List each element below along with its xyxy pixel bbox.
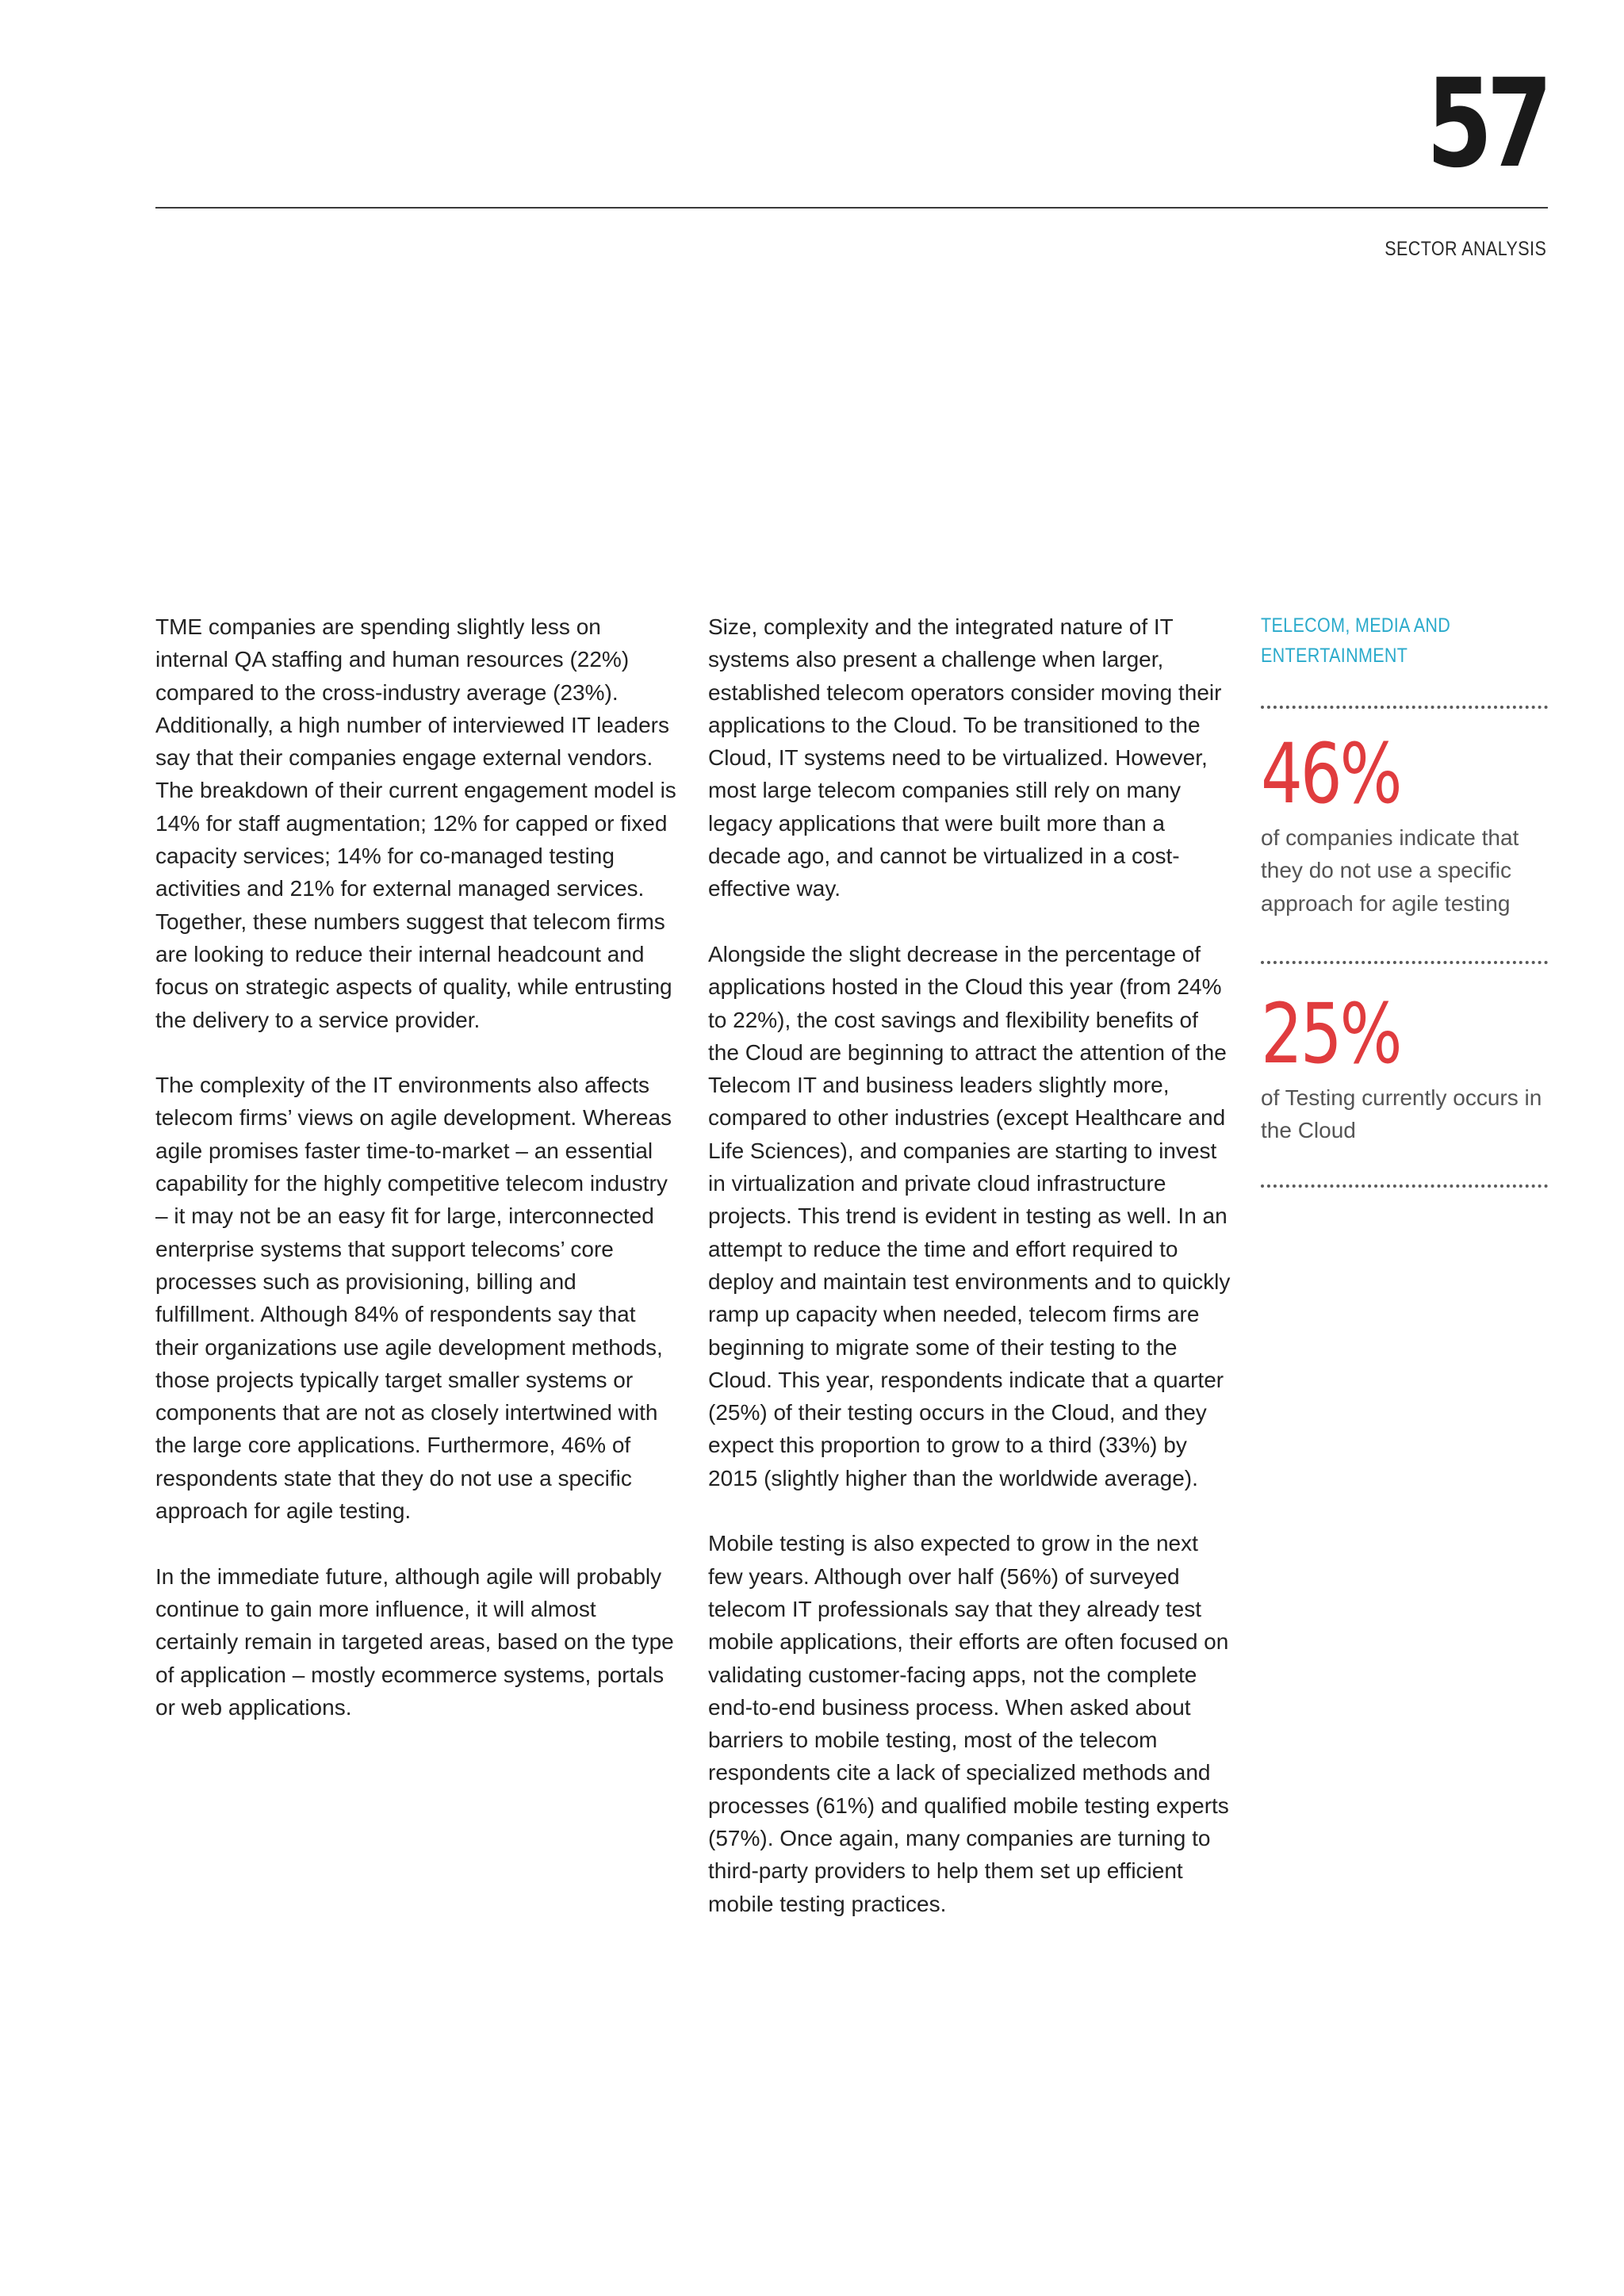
paragraph: In the immediate future, although agile will probably continue to gain more influence, it will almost certainly remain in targeted areas, based on the type of application – mostly ecommerce systems, portals or web applications. <box>155 1563 674 1720</box>
stats-sidebar <box>1261 610 1548 1188</box>
body-column-left <box>155 610 679 1756</box>
paragraph: TME companies are spending slightly less on internal QA staffing and human resources (22%) compared to the cross-industry average (23%). Additionally, a high number of interviewed IT leaders say that their companies engage external vendors. The breakdown of their current engagement model is 14% for staff augmentation; 12% for capped or fixed capacity services; 14% for co-managed testing activities and 21% for external managed services. Together, these numbers suggest that telecom firms are looking to reduce their internal headcount and focus on strategic aspects of quality, while entrusting the delivery to a service provider. <box>155 614 676 1032</box>
paragraph: Mobile testing is also expected to grow in the next few years. Although over half (56%) of surveyed telecom IT professionals say that they already test mobile applications, their efforts are often focused on validating customer-facing apps, not the complete end-to-end business process. When asked about barriers to mobile testing, most of the telecom respondents cite a lack of specialized methods and processes (61%) and qualified mobile testing experts (57%). Once again, many companies are turning to third-party providers to help them set up efficient mobile testing practices. <box>708 1531 1229 1916</box>
stat-value-cloud: 25% <box>1261 985 1400 1082</box>
paragraph: Size, complexity and the integrated nature of IT systems also present a challenge when larger, established telecom operators consider moving their applications to the Cloud. To be transitioned to the Cloud, IT systems need to be virtualized. However, most large telecom companies still rely on many legacy applications that were built more than a decade ago, and cannot be virtualized in a cost-effective way. <box>708 614 1222 901</box>
header-rule <box>155 207 1548 209</box>
section-label: SECTOR ANALYSIS <box>1384 238 1546 260</box>
dotted-divider <box>1261 961 1548 964</box>
sidebar-title: TELECOM, MEDIA AND ENTERTAINMENT <box>1261 614 1451 667</box>
page-number: 57 <box>1426 53 1546 195</box>
dotted-divider <box>1261 1184 1548 1188</box>
stat-text-agile: of companies indicate that they do not use a specific approach for agile testing <box>1261 825 1519 916</box>
paragraph: Alongside the slight decrease in the percentage of applications hosted in the Cloud this year (from 24% to 22%), the cost savings and flexibility benefits of the Cloud are beginning to attract the attention of the Telecom IT and business leaders slightly more, compared to other industries (except Healthcare and Life Sciences), and companies are starting to invest in virtualization and private cloud infrastructure projects. This trend is evident in testing as well. In an attempt to reduce the time and effort required to deploy and maintain test environments and to quickly ramp up capacity when needed, telecom firms are beginning to migrate some of their testing to the Cloud. This year, respondents indicate that a quarter (25%) of their testing occurs in the Cloud, and they expect this proportion to grow to a third (33%) by 2015 (slightly higher than the worldwide average). <box>708 941 1231 1490</box>
body-column-middle <box>708 610 1231 1953</box>
stat-value-agile: 46% <box>1261 725 1400 822</box>
stat-text-cloud: of Testing currently occurs in the Cloud <box>1261 1085 1542 1143</box>
dotted-divider <box>1261 706 1548 709</box>
paragraph: The complexity of the IT environments also affects telecom firms’ views on agile development. Whereas agile promises faster time-to-market – an essential capability for the highly competitive telecom industry – it may not be an easy fit for large, interconnected enterprise systems that support telecoms’ core processes such as provisioning, billing and fulfillment. Although 84% of respondents say that their organizations use agile development methods, those projects typically target smaller systems or components that are not as closely intertwined with the large core applications. Furthermore, 46% of respondents state that they do not use a specific approach for agile testing. <box>155 1073 672 1524</box>
